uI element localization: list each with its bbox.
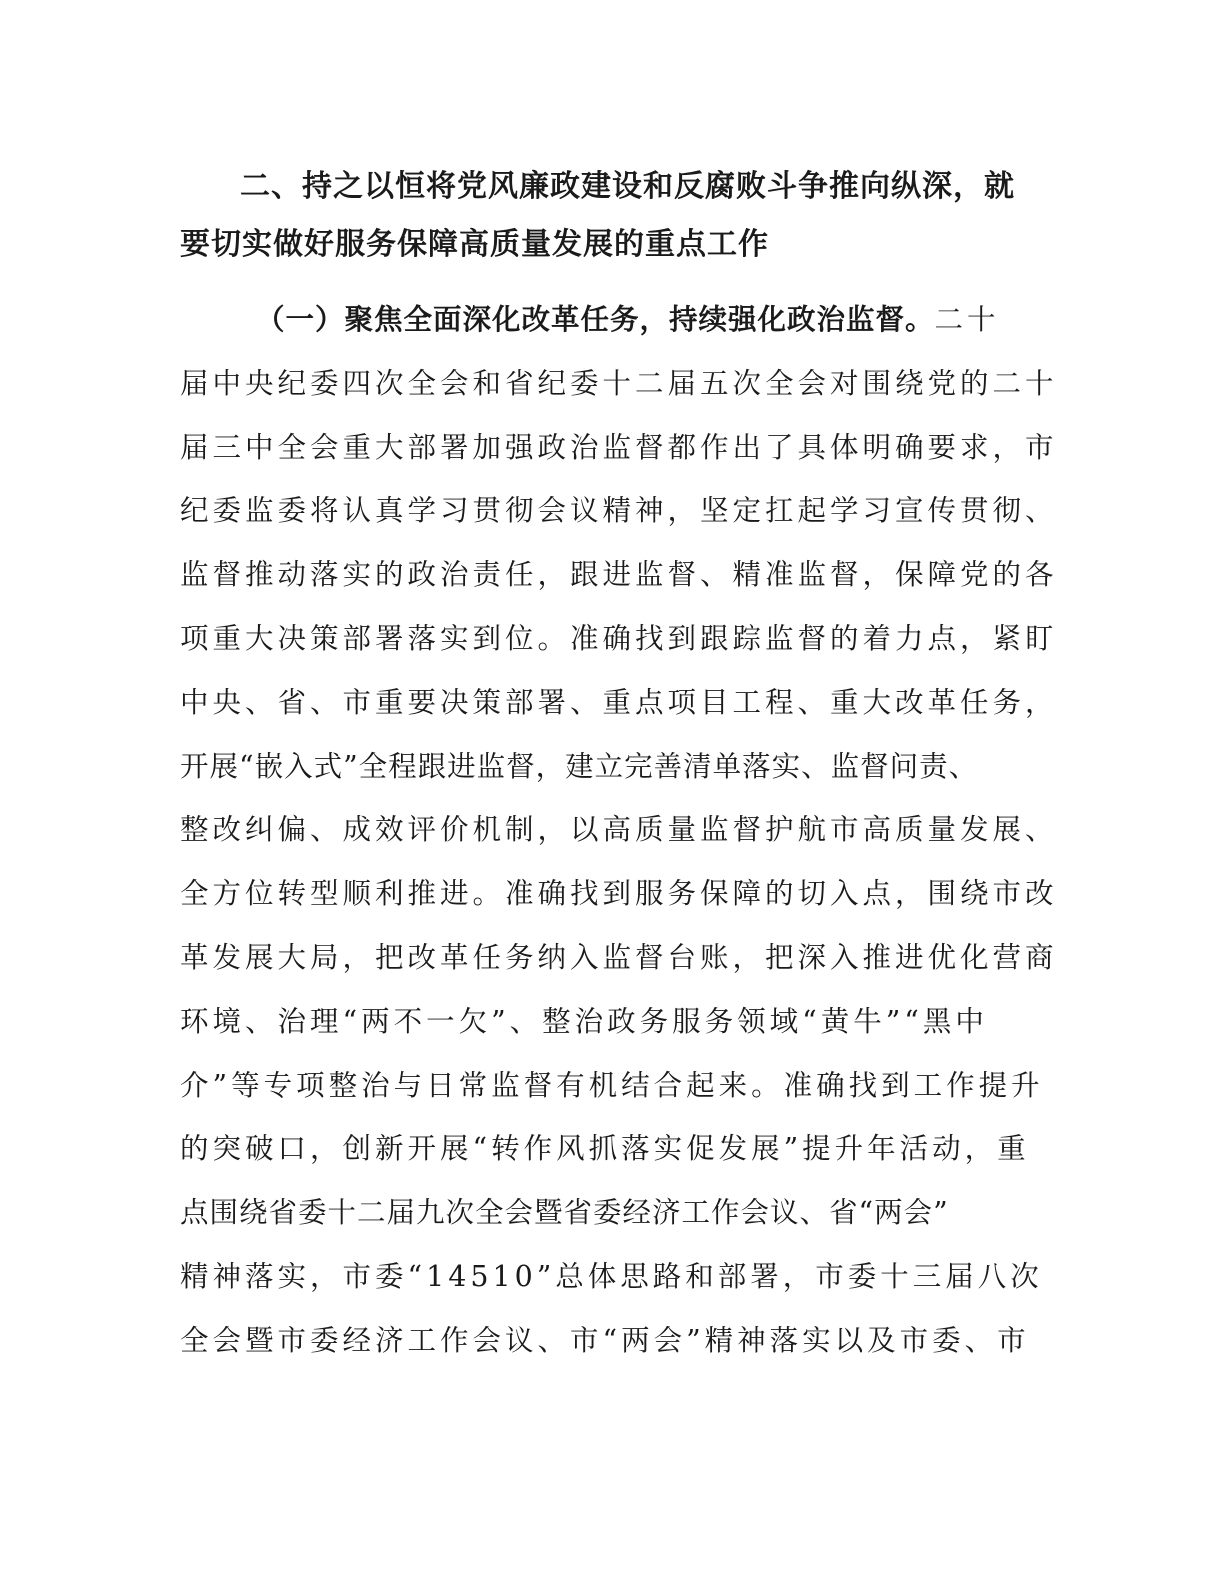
paragraph-line: 全方位转型顺利推进。准确找到服务保障的切入点，围绕市改: [180, 877, 1058, 911]
paragraph-line: 中央、省、市重要决策部署、重点项目工程、重大改革任务，: [180, 685, 1058, 719]
paragraph-line: 监督推动落实的政治责任，跟进监督、精准监督，保障党的各: [180, 558, 1058, 592]
section-heading-line-1: 二、持之以恒将党风廉政建设和反腐败斗争推向纵深，就: [240, 169, 1015, 204]
body-paragraph: [180, 288, 1058, 1373]
paragraph-line: 纪委监委将认真学习贯彻会议精神，坚定扛起学习宣传贯彻、: [180, 494, 1058, 528]
paragraph-first-line: [180, 288, 1050, 352]
paragraph-first-line-rest: 二十: [934, 303, 1000, 336]
paragraph-line: 项重大决策部署落实到位。准确找到跟踪监督的着力点，紧盯: [180, 621, 1058, 655]
paragraph-line: 环境、治理“两不一欠”、整治政务服务领域“黄牛”“黑中: [180, 1004, 988, 1038]
section-heading: [180, 158, 1050, 274]
paragraph-subheading: （一）聚焦全面深化改革任务，持续强化政治监督。: [256, 303, 935, 336]
paragraph-line: 介”等专项整治与日常监督有机结合起来。准确找到工作提升: [180, 1068, 1044, 1102]
paragraph-line: 点围绕省委十二届九次全会暨省委经济工作会议、省“两会”: [180, 1196, 949, 1230]
paragraph-line: 的突破口，创新开展“转作风抓落实促发展”提升年活动，重: [180, 1132, 1030, 1166]
document-page: [180, 158, 1058, 1373]
paragraph-line: 开展“嵌入式”全程跟进监督，建立完善清单落实、监督问责、: [180, 749, 979, 783]
section-heading-line-2: 要切实做好服务保障高质量发展的重点工作: [180, 227, 769, 262]
paragraph-line: 整改纠偏、成效评价机制，以高质量监督护航市高质量发展、: [180, 813, 1058, 847]
paragraph-line: 届中央纪委四次全会和省纪委十二届五次全会对围绕党的二十: [180, 366, 1058, 400]
paragraph-line: 精神落实，市委“14510”总体思路和部署，市委十三届八次: [180, 1259, 1043, 1293]
paragraph-line: 届三中全会重大部署加强政治监督都作出了具体明确要求，市: [180, 430, 1058, 464]
paragraph-line: 革发展大局，把改革任务纳入监督台账，把深入推进优化营商: [180, 940, 1058, 974]
paragraph-line: 全会暨市委经济工作会议、市“两会”精神落实以及市委、市: [180, 1323, 1030, 1357]
